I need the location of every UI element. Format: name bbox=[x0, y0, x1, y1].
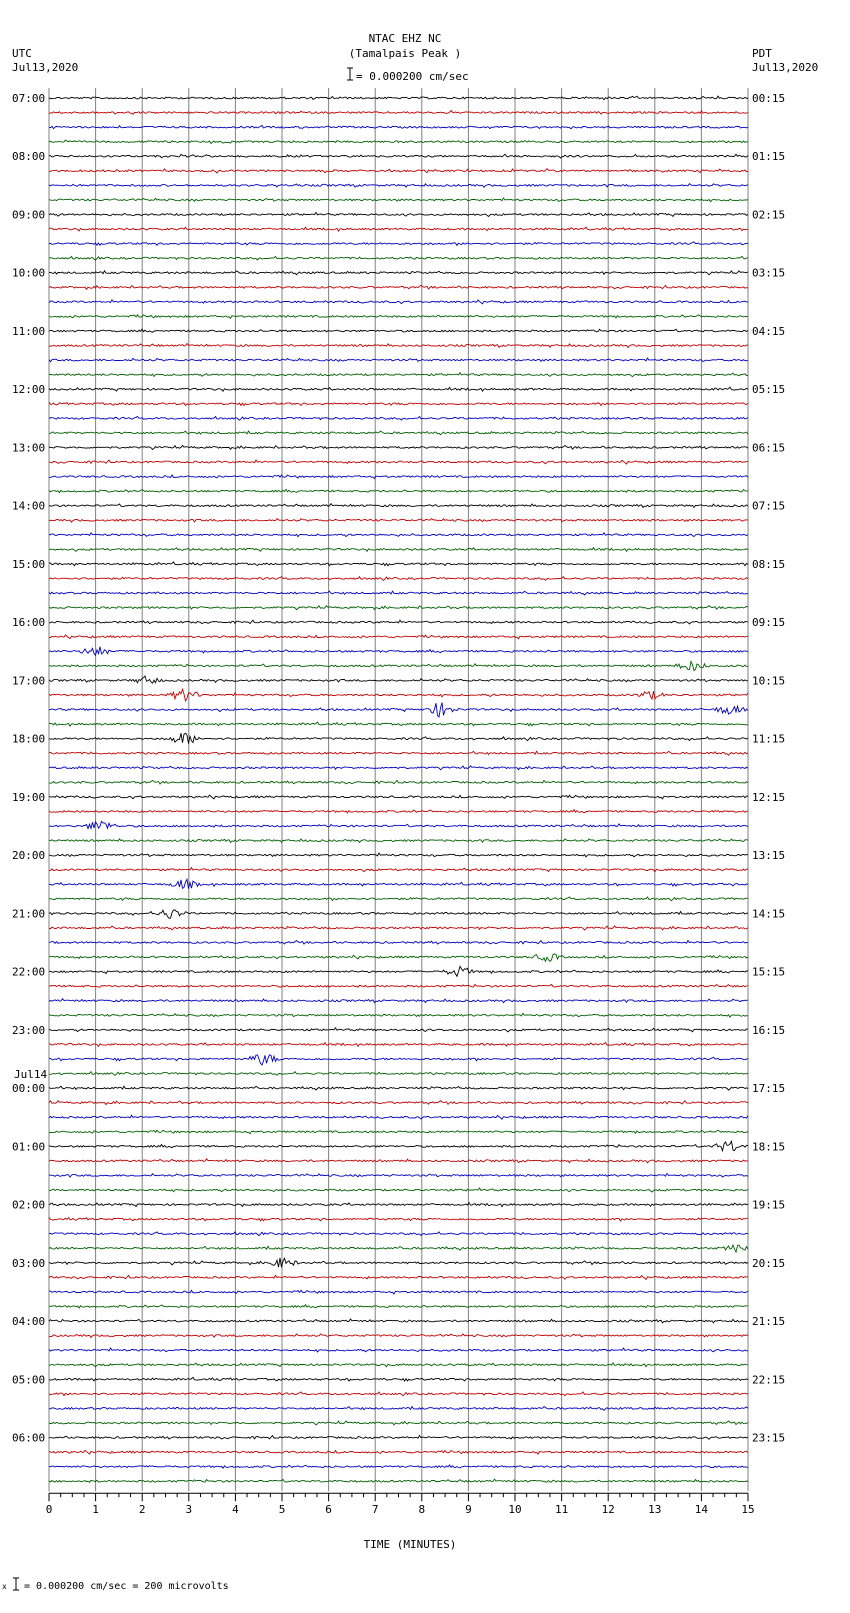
seismic-trace bbox=[49, 256, 748, 260]
utc-date-change-label: Jul14 bbox=[14, 1068, 48, 1082]
seismic-trace bbox=[49, 1258, 748, 1268]
utc-hour-label: 10:00 bbox=[12, 266, 46, 280]
x-tick-label: 10 bbox=[508, 1503, 522, 1517]
seismic-trace bbox=[49, 853, 748, 857]
utc-hour-label: 14:00 bbox=[12, 499, 46, 513]
pdt-hour-label: 23:15 bbox=[752, 1431, 786, 1445]
x-tick-label: 8 bbox=[418, 1503, 426, 1517]
x-tick-label: 15 bbox=[741, 1503, 755, 1517]
seismic-trace bbox=[49, 821, 748, 828]
seismic-trace bbox=[49, 519, 748, 523]
seismic-trace bbox=[49, 1245, 748, 1252]
pdt-hour-label: 05:15 bbox=[752, 383, 786, 397]
seismic-trace bbox=[49, 533, 748, 537]
pdt-hour-label: 07:15 bbox=[752, 499, 786, 513]
seismic-trace bbox=[49, 475, 748, 479]
seismic-trace bbox=[49, 1465, 748, 1468]
seismic-trace bbox=[49, 111, 748, 115]
right-date: Jul13,2020 bbox=[752, 61, 819, 74]
seismic-trace bbox=[49, 96, 748, 100]
seismic-trace bbox=[49, 489, 748, 492]
x-tick-label: 4 bbox=[232, 1503, 239, 1517]
seismic-trace bbox=[49, 1319, 748, 1323]
seismic-trace bbox=[49, 1042, 748, 1046]
footer-scale-icon bbox=[2, 1577, 22, 1591]
seismic-trace bbox=[49, 1028, 748, 1032]
seismic-trace bbox=[49, 1232, 748, 1236]
seismic-trace bbox=[49, 271, 748, 275]
seismic-trace bbox=[49, 184, 748, 188]
seismic-trace bbox=[49, 446, 748, 450]
time-grid bbox=[49, 88, 748, 1491]
x-tick-label: 7 bbox=[371, 1503, 379, 1517]
utc-hour-label: 17:00 bbox=[12, 674, 46, 688]
utc-hour-label: 22:00 bbox=[12, 965, 46, 979]
scale-label: = 0.000200 cm/sec bbox=[356, 70, 469, 83]
x-tick-label: 6 bbox=[325, 1503, 332, 1517]
seismic-trace bbox=[49, 577, 748, 581]
seismic-trace bbox=[49, 373, 748, 377]
seismic-trace bbox=[49, 562, 748, 566]
time-axis bbox=[46, 1493, 755, 1516]
seismic-trace bbox=[49, 984, 748, 987]
seismic-trace bbox=[49, 169, 748, 173]
pdt-hour-label: 11:15 bbox=[752, 732, 786, 746]
seismic-trace bbox=[49, 548, 748, 552]
x-tick-label: 11 bbox=[554, 1503, 569, 1517]
x-tick-label: 5 bbox=[278, 1503, 286, 1517]
footer-scale-text: = 0.000200 cm/sec = 200 microvolts bbox=[24, 1581, 229, 1592]
x-tick-label: 0 bbox=[45, 1503, 53, 1517]
seismic-trace bbox=[49, 733, 748, 743]
utc-hour-label: 23:00 bbox=[12, 1023, 46, 1037]
seismic-trace bbox=[49, 242, 748, 246]
seismic-trace bbox=[49, 1275, 748, 1279]
utc-hour-label: 21:00 bbox=[12, 907, 46, 921]
seismic-trace bbox=[49, 662, 748, 671]
seismic-trace bbox=[49, 1436, 748, 1440]
pdt-hour-label: 10:15 bbox=[752, 674, 786, 688]
pdt-hour-label: 00:15 bbox=[752, 92, 786, 105]
seismic-trace bbox=[49, 1421, 748, 1425]
utc-hour-label: 07:00 bbox=[12, 92, 46, 105]
seismic-trace bbox=[49, 722, 748, 726]
seismic-trace bbox=[49, 703, 748, 717]
pdt-hour-label: 13:15 bbox=[752, 849, 786, 863]
pdt-hour-label: 16:15 bbox=[752, 1023, 786, 1037]
seismic-trace bbox=[49, 1115, 748, 1119]
seismic-trace bbox=[49, 1377, 748, 1381]
pdt-hour-label: 19:15 bbox=[752, 1198, 786, 1212]
pdt-hour-label: 01:15 bbox=[752, 150, 786, 164]
seismic-trace bbox=[49, 154, 748, 158]
seismic-trace bbox=[49, 954, 748, 962]
utc-hour-label: 06:00 bbox=[12, 1431, 46, 1445]
seismic-trace bbox=[49, 635, 748, 639]
utc-hour-label: 16:00 bbox=[12, 616, 46, 630]
seismic-trace bbox=[49, 140, 748, 143]
seismic-trace bbox=[49, 344, 748, 348]
utc-hour-label: 01:00 bbox=[12, 1140, 46, 1154]
station-title: NTAC EHZ NC bbox=[368, 32, 442, 45]
station-location: (Tamalpais Peak ) bbox=[348, 47, 462, 60]
seismic-trace bbox=[49, 1290, 748, 1294]
utc-hour-label: 18:00 bbox=[12, 732, 46, 746]
seismic-trace bbox=[49, 1130, 748, 1134]
svg-text:x: x bbox=[2, 1582, 7, 1591]
seismic-trace bbox=[49, 1305, 748, 1308]
seismic-trace bbox=[49, 897, 748, 901]
seismic-trace bbox=[49, 1217, 748, 1221]
seismic-trace bbox=[49, 766, 748, 770]
seismic-trace bbox=[49, 1407, 748, 1411]
x-tick-label: 12 bbox=[601, 1503, 615, 1517]
seismic-trace bbox=[49, 1334, 748, 1338]
seismic-trace bbox=[49, 647, 748, 656]
seismic-trace bbox=[49, 879, 748, 888]
utc-hour-label: 08:00 bbox=[12, 150, 46, 164]
x-tick-label: 3 bbox=[185, 1503, 193, 1517]
seismic-trace bbox=[49, 212, 748, 216]
seismic-trace bbox=[49, 795, 748, 799]
x-tick-label: 1 bbox=[92, 1503, 99, 1517]
seismic-trace bbox=[49, 780, 748, 784]
seismic-trace bbox=[49, 1055, 748, 1065]
seismic-trace bbox=[49, 1013, 748, 1017]
left-date: Jul13,2020 bbox=[12, 61, 79, 74]
seismic-trace bbox=[49, 460, 748, 464]
seismic-trace bbox=[49, 1086, 748, 1090]
seismic-trace bbox=[49, 315, 748, 319]
right-timezone: PDT bbox=[752, 47, 772, 60]
utc-hour-label: 12:00 bbox=[12, 383, 46, 397]
pdt-hour-label: 14:15 bbox=[752, 907, 786, 921]
pdt-hour-label: 09:15 bbox=[752, 616, 786, 630]
pdt-hour-label: 22:15 bbox=[752, 1373, 786, 1387]
pdt-hour-label: 20:15 bbox=[752, 1256, 786, 1270]
pdt-hour-label: 18:15 bbox=[752, 1140, 786, 1154]
seismic-trace bbox=[49, 1203, 748, 1207]
pdt-hour-label: 06:15 bbox=[752, 441, 786, 455]
x-tick-label: 14 bbox=[694, 1503, 709, 1517]
pdt-hour-label: 17:15 bbox=[752, 1082, 786, 1096]
seismic-trace bbox=[49, 620, 748, 624]
seismic-traces bbox=[49, 96, 748, 1482]
utc-hour-label: 13:00 bbox=[12, 441, 46, 455]
left-timezone: UTC bbox=[12, 47, 32, 60]
x-axis-title: TIME (MINUTES) bbox=[363, 1538, 457, 1551]
seismic-trace bbox=[49, 606, 748, 610]
seismic-trace bbox=[49, 676, 748, 683]
seismic-trace bbox=[49, 227, 748, 231]
seismic-trace bbox=[49, 358, 748, 362]
seismic-trace bbox=[49, 300, 748, 304]
seismic-trace bbox=[49, 999, 748, 1003]
seismic-trace bbox=[49, 1363, 748, 1367]
utc-hour-label: 09:00 bbox=[12, 208, 46, 222]
seismic-trace bbox=[49, 941, 748, 945]
seismic-trace bbox=[49, 1141, 748, 1150]
seismic-trace bbox=[49, 751, 748, 755]
pdt-hour-label: 21:15 bbox=[752, 1315, 786, 1329]
seismic-trace bbox=[49, 1159, 748, 1163]
seismic-trace bbox=[49, 1072, 748, 1076]
utc-hour-label: 11:00 bbox=[12, 324, 46, 338]
utc-hour-label: 04:00 bbox=[12, 1315, 46, 1329]
seismic-trace bbox=[49, 591, 748, 595]
seismic-trace bbox=[49, 329, 748, 332]
pdt-hour-label: 03:15 bbox=[752, 266, 786, 280]
utc-hour-label: 15:00 bbox=[12, 557, 46, 571]
x-tick-label: 9 bbox=[465, 1503, 472, 1517]
pdt-hour-label: 12:15 bbox=[752, 790, 786, 804]
seismic-trace bbox=[49, 1101, 748, 1105]
seismic-trace bbox=[49, 1479, 748, 1482]
utc-hour-label: 05:00 bbox=[12, 1373, 46, 1387]
seismic-trace bbox=[49, 402, 748, 405]
seismic-trace bbox=[49, 125, 748, 129]
utc-hour-label: 03:00 bbox=[12, 1256, 46, 1270]
seismic-trace bbox=[49, 839, 748, 843]
seismic-trace bbox=[49, 198, 748, 202]
x-tick-label: 2 bbox=[138, 1503, 146, 1517]
seismic-trace bbox=[49, 1173, 748, 1177]
utc-hour-label: 00:00 bbox=[12, 1082, 46, 1096]
seismic-trace bbox=[49, 431, 748, 435]
pdt-hour-label: 15:15 bbox=[752, 965, 786, 979]
seismic-trace bbox=[49, 1450, 748, 1454]
pdt-hour-label: 04:15 bbox=[752, 324, 786, 338]
seismic-trace bbox=[49, 926, 748, 930]
utc-hour-label: 20:00 bbox=[12, 849, 46, 863]
x-tick-label: 13 bbox=[648, 1503, 662, 1517]
seismic-trace bbox=[49, 1188, 748, 1192]
pdt-hour-label: 08:15 bbox=[752, 557, 786, 571]
seismic-trace bbox=[49, 868, 748, 872]
seismic-trace bbox=[49, 285, 748, 289]
utc-hour-label: 19:00 bbox=[12, 790, 46, 804]
seismic-trace bbox=[49, 689, 748, 701]
seismic-trace bbox=[49, 387, 748, 391]
seismic-trace bbox=[49, 1392, 748, 1396]
pdt-hour-label: 02:15 bbox=[752, 208, 786, 222]
seismic-trace bbox=[49, 810, 748, 813]
utc-hour-label: 02:00 bbox=[12, 1198, 46, 1212]
seismic-trace bbox=[49, 417, 748, 421]
seismic-trace bbox=[49, 966, 748, 976]
seismic-trace bbox=[49, 1348, 748, 1352]
seismic-trace bbox=[49, 504, 748, 508]
seismic-trace bbox=[49, 910, 748, 918]
